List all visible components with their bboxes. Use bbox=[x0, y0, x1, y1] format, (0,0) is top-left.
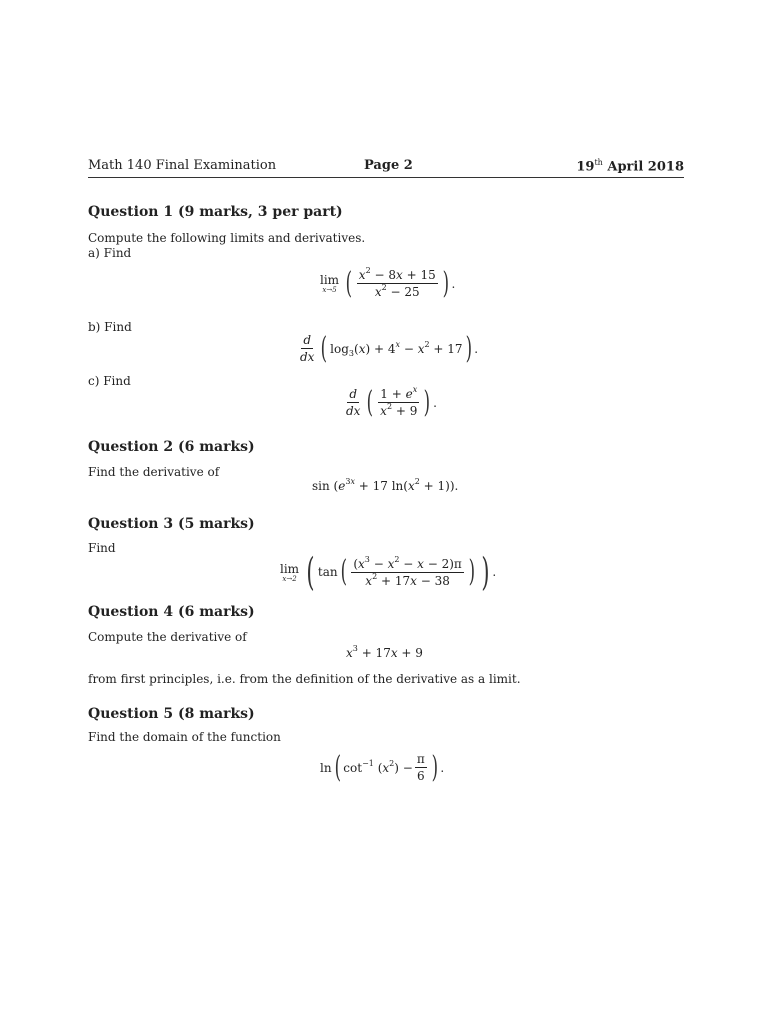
course-title: Math 140 Final Examination bbox=[88, 158, 277, 173]
q1-part-b: b) Find bbox=[88, 320, 132, 334]
q4-equation: $x^3 + 17x + 9$ bbox=[346, 644, 423, 660]
q3-equation: lim x→2 ( tan ( $\frac{(x^3 - x^2 - x - 2)\pi}{x^2 + 17x - 38}$ ) ) . bbox=[280, 550, 497, 594]
q4-text2: from first principles, i.e. from the definition of the derivative as a limit. bbox=[88, 672, 521, 686]
q1-heading: Question 1 (9 marks, 3 per part) bbox=[88, 204, 343, 220]
q1c-equation: $\frac{d}{dx}$ ( $\frac{1 + e^x}{x^2 + 9}$ ) . bbox=[346, 384, 437, 420]
q5-heading: Question 5 (8 marks) bbox=[88, 706, 255, 722]
q3-text: Find bbox=[88, 541, 116, 555]
q1-part-c: c) Find bbox=[88, 374, 131, 388]
exam-date: 19th April 2018 bbox=[576, 158, 684, 175]
page-header bbox=[88, 158, 684, 176]
q3-heading: Question 3 (5 marks) bbox=[88, 516, 255, 532]
q2-equation: $\sin (e^{3x} + 17$ $\ln(x^2 + 1)$). bbox=[312, 477, 459, 493]
q2-text: Find the derivative of bbox=[88, 465, 220, 479]
q2-heading: Question 2 (6 marks) bbox=[88, 439, 255, 455]
q4-heading: Question 4 (6 marks) bbox=[88, 604, 255, 620]
q1a-equation: lim x→5 ( $\frac{x^2 - 8x + 15}{x^2 - 25}$ ) . bbox=[320, 265, 456, 301]
header-rule bbox=[88, 177, 684, 178]
q4-text: Compute the derivative of bbox=[88, 630, 247, 644]
page-number: Page 2 bbox=[364, 158, 413, 173]
q5-text: Find the domain of the function bbox=[88, 730, 281, 744]
q5-equation: ln ( $\cot^{-1} (x^2)$ − $\frac{\pi}{6}$ ) . bbox=[320, 749, 445, 785]
q1-intro: Compute the following limits and derivatives. bbox=[88, 231, 366, 245]
q1b-equation: $\frac{d}{dx}$ ( $\log_3(x) + 4^x - x^2 + 17$ ) . bbox=[300, 330, 479, 366]
q1-part-a: a) Find bbox=[88, 246, 132, 260]
